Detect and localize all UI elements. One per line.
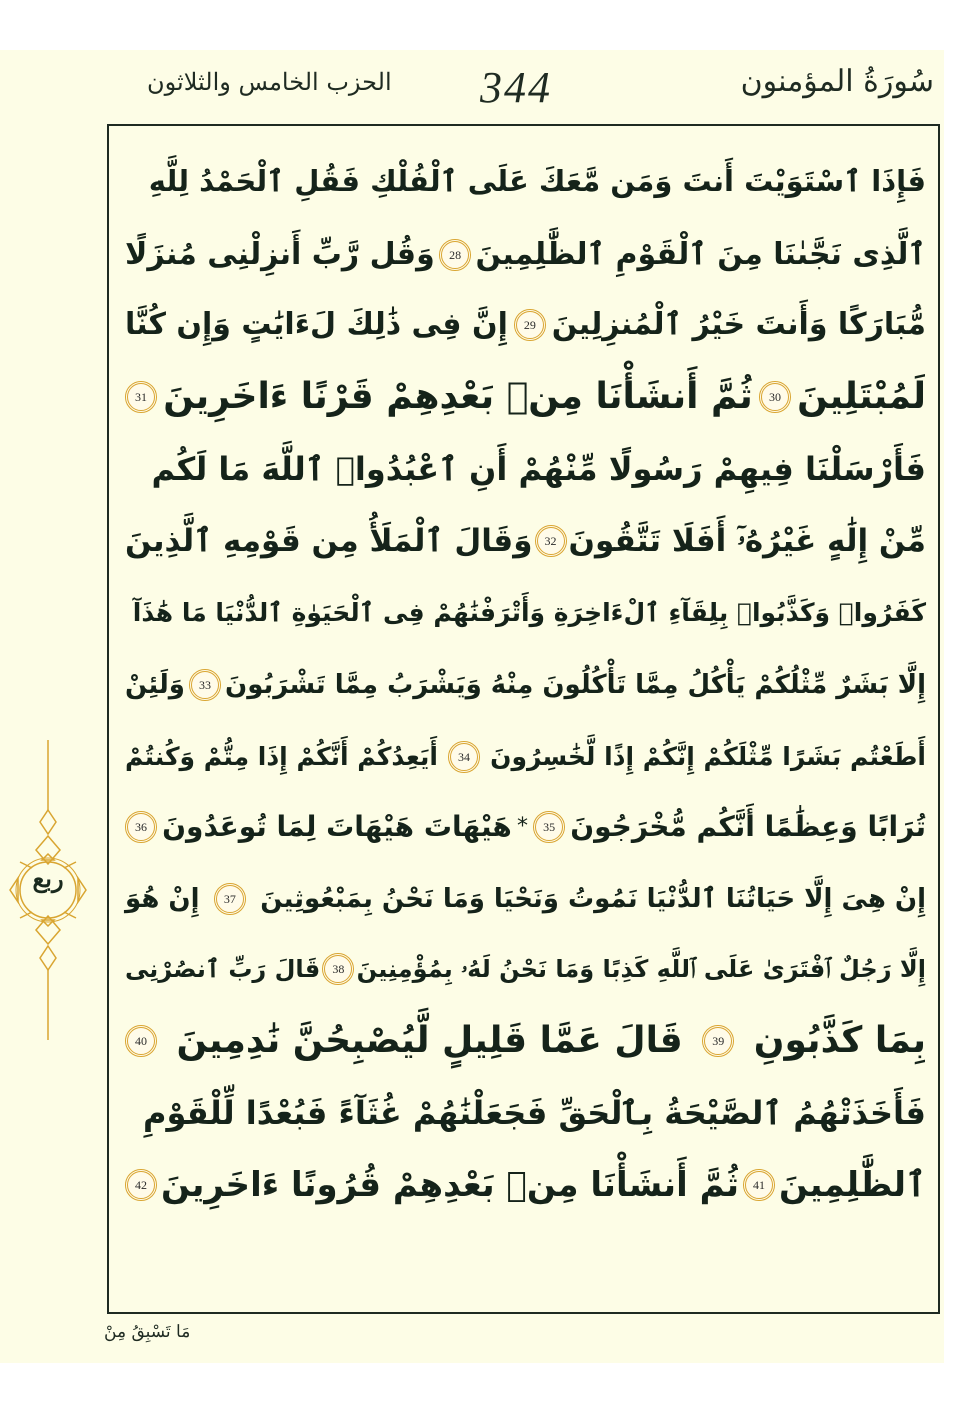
verse-text: إِلَّا بَشَرٌ مِّثْلُكُمْ يَأْكُلُ مِمَّا تَأْكُلُونَ مِنْهُ وَيَشْرَبُ مِمَّا تَشْرَبُونَ [225,670,926,700]
verse-line [125,506,926,576]
verse-text: فَأَرْسَلْنَا فِيهِمْ رَسُولًا مِّنْهُمْ أَنِ ٱعْبُدُوا۟ ٱللَّهَ مَا لَكُم [151,450,926,488]
verse-text: إِنْ هِىَ إِلَّا حَيَاتُنَا ٱلدُّنْيَا نَمُوتُ وَنَحْيَا وَمَا نَحْنُ بِمَبْعُوثِينَ [260,884,926,914]
verse-text: ٱلظَّٰلِمِينَ [779,1165,926,1205]
verse-text: تُرَابًا وَعِظَٰمًا أَنَّكُم مُّخْرَجُونَ [570,810,926,843]
ayah-number-marker: 32 [535,525,567,557]
verse-text: بِمَا كَذَّبُونِ [753,1020,926,1061]
verse-line [125,864,926,934]
catchword: مَا تَسْبِقُ مِنْ [104,1322,191,1342]
verse-text: فَأَخَذَتْهُمُ ٱلصَّيْحَةُ بِٱلْحَقِّ فَجَعَلْنَٰهُمْ غُثَآءً فَبُعْدًا لِّلْقَوْمِ [143,1094,926,1132]
verse-line [125,1078,926,1148]
ayah-number-marker: 35 [533,811,565,843]
verse-line [125,434,926,504]
ayah-number-marker: 34 [448,741,480,773]
ayah-number-marker: 42 [125,1169,157,1201]
ayah-number-marker: 33 [189,669,221,701]
verse-line [125,934,926,1004]
sajda-star-icon: * [516,814,528,839]
verse-line [125,362,926,432]
ayah-number-marker: 29 [514,309,546,341]
ayah-number-marker: 31 [125,381,157,413]
verse-line [125,290,926,360]
ayah-number-marker: 39 [702,1025,734,1057]
verse-line [125,146,926,216]
verse-text: إِنَّ فِى ذَٰلِكَ لَءَايَٰتٍ وَإِن كُنَّا [125,307,508,342]
verse-text: مُّبَارَكًا وَأَنتَ خَيْرُ ٱلْمُنزِلِينَ [551,307,926,342]
page-header [107,58,942,120]
verse-text: لَمُبْتَلِينَ [797,376,926,417]
verse-line [125,792,926,862]
ayah-number-marker: 40 [125,1025,157,1057]
ayah-number-marker: 37 [214,883,246,915]
verse-text: ٱلَّذِى نَجَّىٰنَا مِنَ ٱلْقَوْمِ ٱلظَّٰلِمِينَ [475,237,926,272]
verse-text: أَيَعِدُكُمْ أَنَّكُمْ إِذَا مِتُّمْ وَكُنتُمْ [125,742,438,771]
ayah-number-marker: 41 [743,1169,775,1201]
rub-label: ربع [32,863,64,893]
hizb-title: الحزب الخامس والثلاثون [147,68,392,96]
verse-line [125,220,926,290]
verse-text: مِّنْ إِلَٰهٍ غَيْرُهُۥٓ أَفَلَا تَتَّقُونَ [568,523,926,559]
verse-line [125,578,926,648]
verse-text: وَلَئِنْ [125,670,185,700]
verse-text: ثُمَّ أَنشَأْنَا مِنۢ بَعْدِهِمْ قُرُونًا ءَاخَرِينَ [161,1165,739,1205]
ayah-number-marker: 28 [439,239,471,271]
verse-text: وَقُل رَّبِّ أَنزِلْنِى مُنزَلًا [125,237,435,272]
text-frame [107,124,940,1314]
surah-title: سُورَةُ المؤمنون [740,64,934,99]
ayah-number-marker: 30 [759,381,791,413]
verse-text: قَالَ عَمَّا قَلِيلٍ لَّيُصْبِحُنَّ نَٰدِمِينَ [176,1020,683,1061]
verse-text: ثُمَّ أَنشَأْنَا مِنۢ بَعْدِهِمْ قَرْنًا ءَاخَرِينَ [163,376,753,417]
verse-text: كَفَرُوا۟ وَكَذَّبُوا۟ بِلِقَآءِ ٱلْءَاخِرَةِ وَأَتْرَفْنَٰهُمْ فِى ٱلْحَيَوٰةِ ٱلدُّنْيَا مَا هَٰذَآ [132,598,926,627]
verse-text: إِنْ هُوَ [125,884,200,914]
verse-line [125,1150,926,1220]
verse-line [125,722,926,792]
ayah-number-marker: 36 [125,811,157,843]
verse-line [125,1006,926,1076]
verse-text: أَطَعْتُم بَشَرًا مِّثْلَكُمْ إِنَّكُمْ إِذًا لَّخَٰسِرُونَ [490,742,926,771]
verse-line [125,650,926,720]
verse-text: هَيْهَاتَ هَيْهَاتَ لِمَا تُوعَدُونَ [162,810,512,843]
verse-text: قَالَ رَبِّ ٱنصُرْنِى [125,955,321,983]
page-number: 344 [480,63,552,112]
verse-text: فَإِذَا ٱسْتَوَيْتَ أَنتَ وَمَن مَّعَكَ عَلَى ٱلْفُلْكِ فَقُلِ ٱلْحَمْدُ لِلَّهِ [148,164,926,198]
ayah-number-marker: 38 [322,953,354,985]
verse-text: إِلَّا رَجُلٌ ٱفْتَرَىٰ عَلَى ٱللَّهِ كَذِبًا وَمَا نَحْنُ لَهُۥ بِمُؤْمِنِينَ [356,955,926,983]
verse-text: وَقَالَ ٱلْمَلَأُ مِن قَوْمِهِ ٱلَّذِينَ [125,523,533,559]
